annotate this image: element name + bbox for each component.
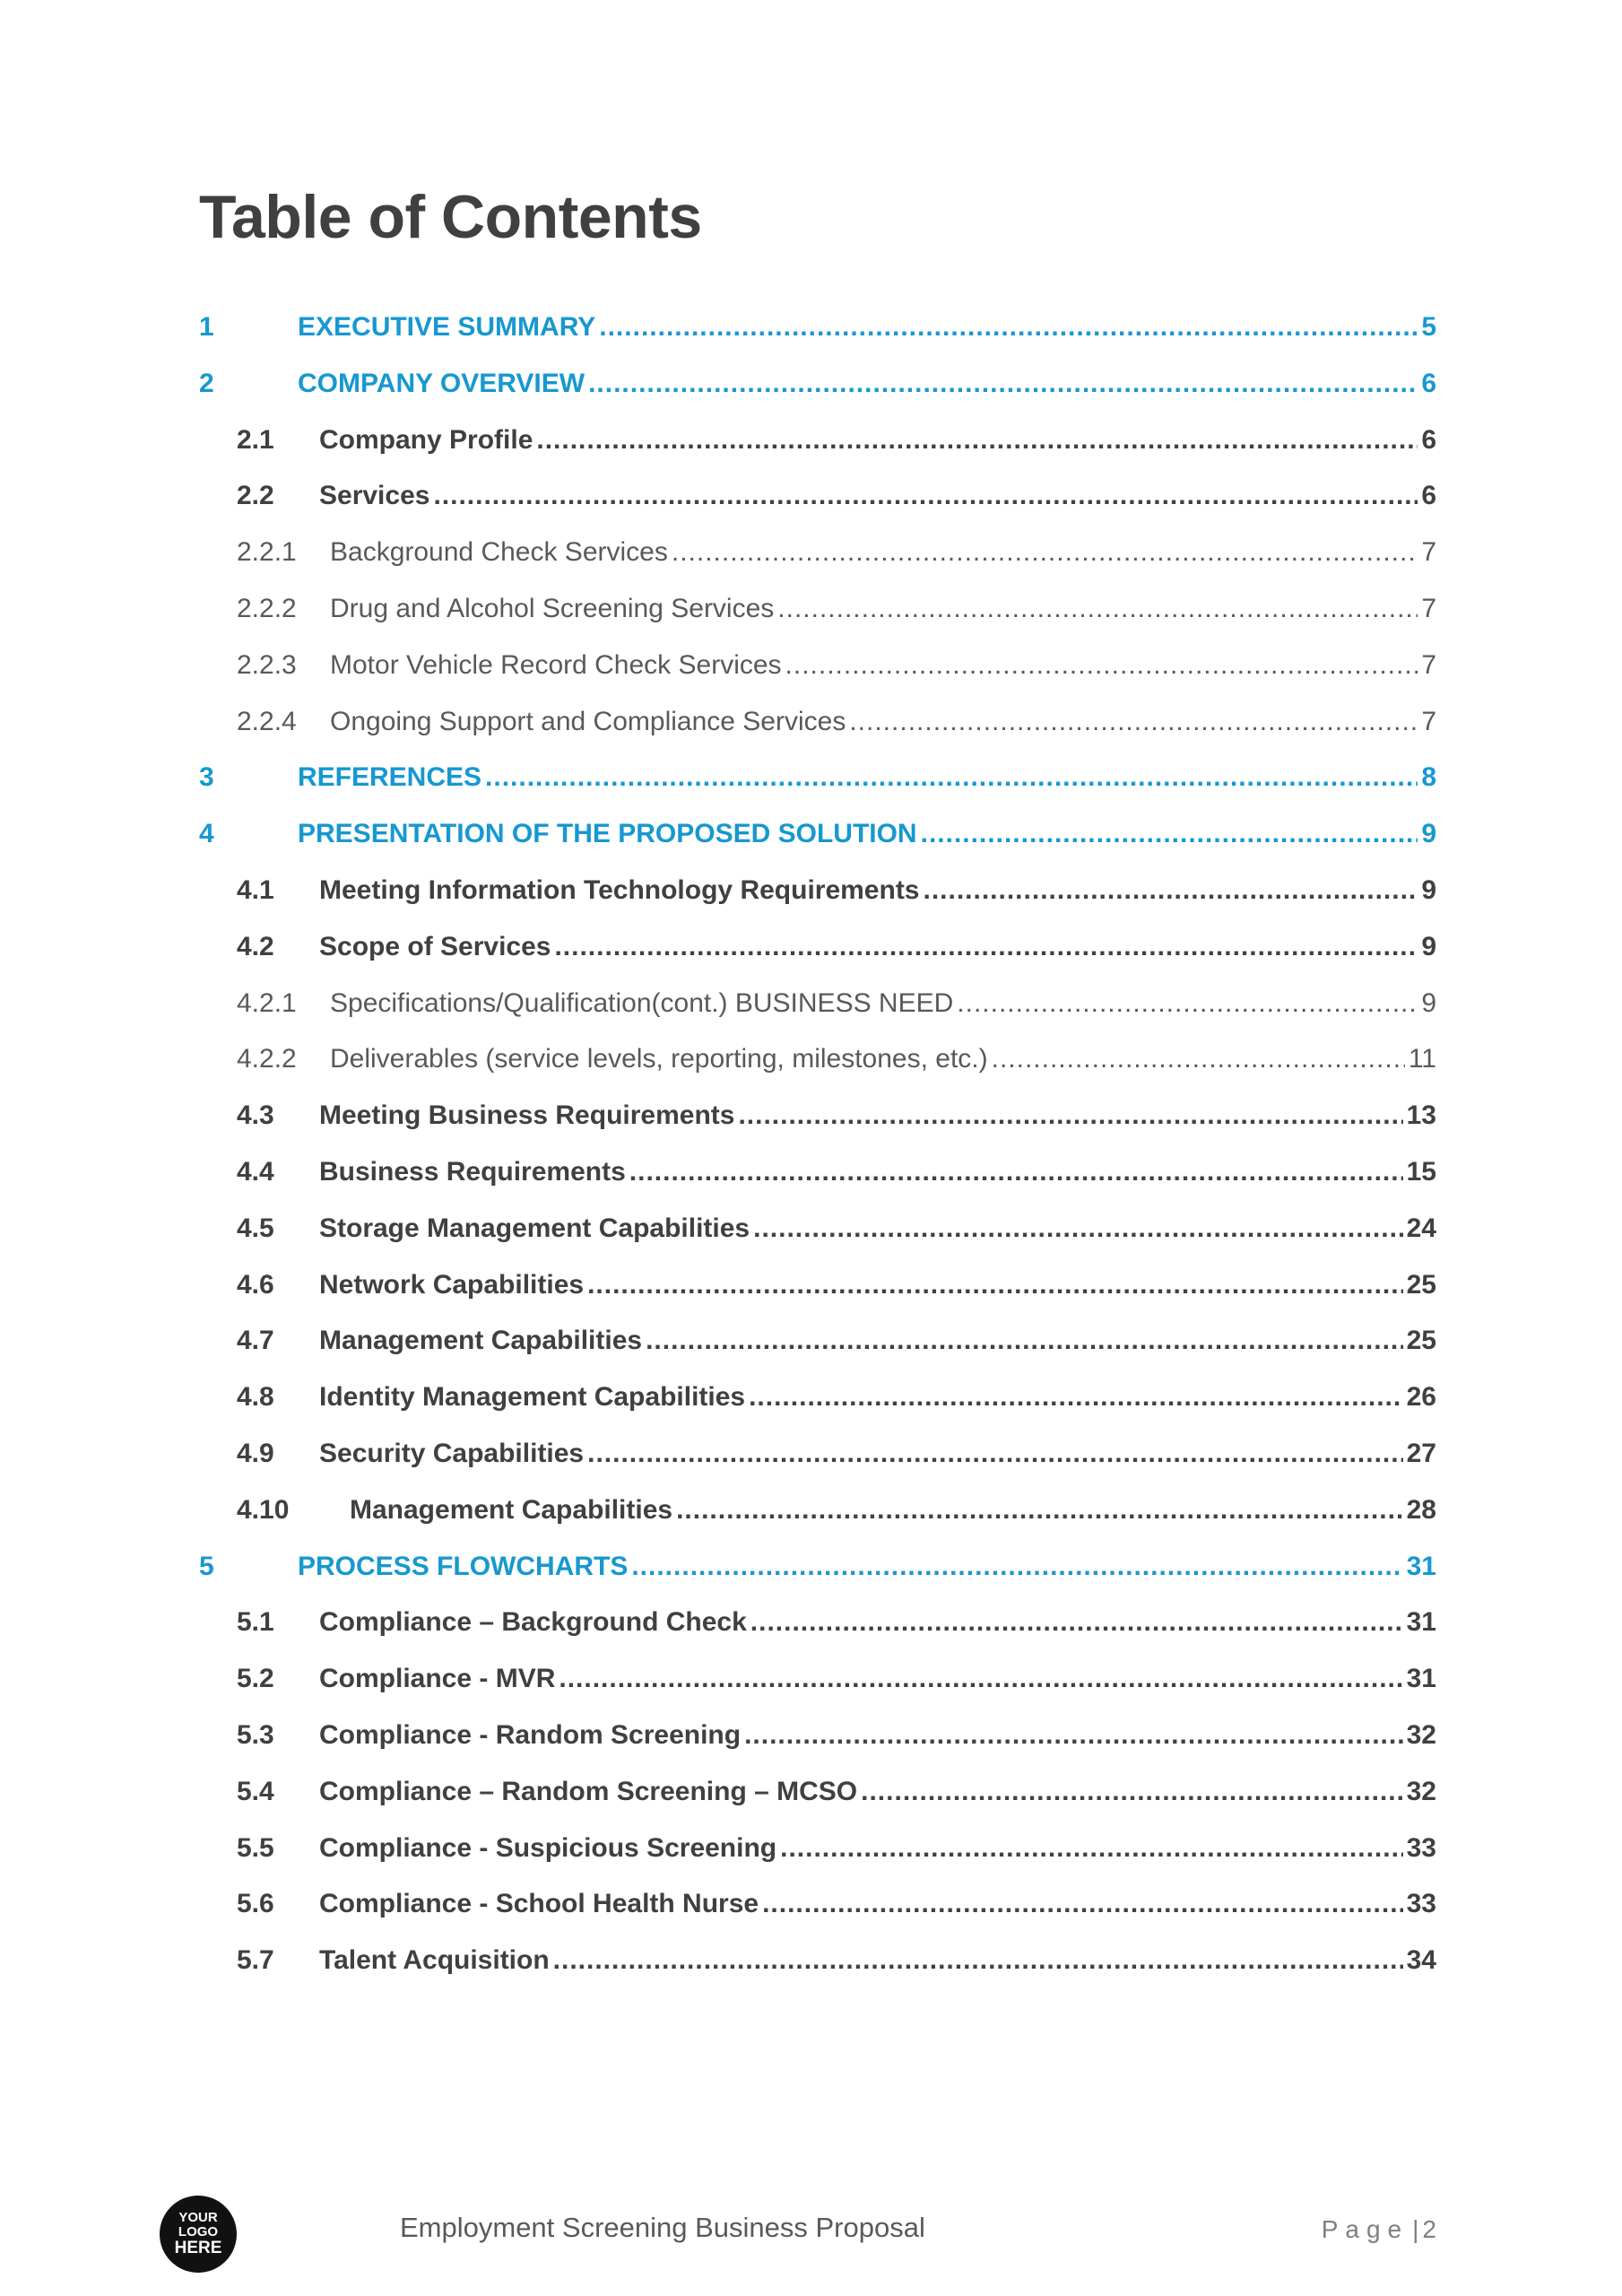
toc-entry-label: Meeting Information Technology Requirements <box>319 874 920 905</box>
toc-entry-4-10[interactable] <box>199 1483 1436 1539</box>
toc-entry-label: Talent Acquisition <box>319 1945 550 1976</box>
toc-entry-number: 5.5 <box>237 1832 274 1863</box>
page-number: 2 <box>1422 2215 1436 2243</box>
toc-entry-page: 24 <box>1406 1213 1436 1243</box>
toc-entry-page: 9 <box>1421 874 1436 905</box>
toc-entry-2-2-3[interactable] <box>199 638 1436 694</box>
toc-entry-number: 4.7 <box>237 1326 274 1356</box>
toc-entry-number: 2.2 <box>237 481 274 511</box>
toc-title: Table of Contents <box>199 183 702 251</box>
dot-leader <box>921 806 1418 863</box>
toc-entry-label: Business Requirements <box>319 1156 626 1187</box>
toc-entry-label: Company Profile <box>319 424 533 455</box>
dot-leader <box>554 919 1418 976</box>
toc-entry-label: EXECUTIVE SUMMARY <box>298 312 596 342</box>
toc-entry-number: 4.9 <box>237 1438 274 1468</box>
toc-entry-page: 31 <box>1406 1664 1436 1694</box>
toc-entry-page: 32 <box>1406 1719 1436 1750</box>
toc-entry-page: 11 <box>1408 1044 1436 1074</box>
toc-entry-number: 2 <box>199 368 214 398</box>
toc-entry-4-8[interactable] <box>199 1370 1436 1426</box>
toc-entry-label: Compliance - MVR <box>319 1664 556 1694</box>
table-of-contents <box>199 300 1436 1989</box>
toc-entry-number: 2.2.1 <box>237 537 297 568</box>
toc-entry-page: 32 <box>1406 1776 1436 1806</box>
toc-entry-4-7[interactable] <box>199 1313 1436 1370</box>
toc-entry-page: 31 <box>1406 1551 1436 1581</box>
toc-entry-number: 5.3 <box>237 1719 274 1750</box>
toc-entry-label: Services <box>319 481 430 511</box>
dot-leader <box>750 1595 1403 1651</box>
dot-leader <box>849 694 1418 751</box>
toc-entry-4-4[interactable] <box>199 1144 1436 1201</box>
toc-entry-page: 5 <box>1421 312 1436 342</box>
dot-leader <box>738 1088 1402 1144</box>
toc-entry-number: 2.1 <box>237 424 274 455</box>
toc-entry-number: 4.1 <box>237 874 274 905</box>
toc-entry-label: Compliance – Background Check <box>319 1607 747 1638</box>
toc-entry-label: Compliance – Random Screening – MCSO <box>319 1776 858 1806</box>
dot-leader <box>749 1370 1403 1426</box>
toc-entry-page: 13 <box>1406 1100 1436 1131</box>
toc-entry-number: 5.6 <box>237 1889 274 1919</box>
toc-entry-number: 5.7 <box>237 1945 274 1976</box>
toc-entry-page: 31 <box>1406 1607 1436 1638</box>
toc-entry-label: Network Capabilities <box>319 1269 585 1300</box>
logo-placeholder <box>160 2196 237 2273</box>
logo-line: YOUR <box>178 2210 218 2225</box>
toc-entry-label: Deliverables (service levels, reporting, milestones, etc.) <box>330 1044 988 1074</box>
toc-entry-number: 2.2.4 <box>237 706 297 736</box>
dot-leader <box>599 300 1418 356</box>
toc-entry-number: 4.4 <box>237 1156 274 1187</box>
toc-entry-number: 3 <box>199 762 214 793</box>
toc-entry-label: Motor Vehicle Record Check Services <box>330 649 782 680</box>
footer-document-name: Employment Screening Business Proposal <box>400 2212 925 2243</box>
dot-leader <box>553 1933 1403 1989</box>
dot-leader <box>485 750 1418 806</box>
toc-entry-label: Ongoing Support and Compliance Services <box>330 706 846 736</box>
dot-leader <box>587 1257 1403 1314</box>
toc-entry-number: 4 <box>199 819 214 849</box>
toc-entry-label: Management Capabilities <box>350 1494 673 1525</box>
toc-entry-page: 7 <box>1421 537 1436 568</box>
toc-entry-page: 33 <box>1406 1832 1436 1863</box>
toc-entry-page: 9 <box>1421 987 1436 1018</box>
toc-entry-page: 6 <box>1421 481 1436 511</box>
toc-entry-5-4[interactable] <box>199 1764 1436 1821</box>
toc-entry-number: 4.2 <box>237 931 274 961</box>
toc-entry-4-2[interactable] <box>199 919 1436 976</box>
toc-entry-page: 27 <box>1406 1438 1436 1468</box>
toc-entry-2-2-2[interactable] <box>199 581 1436 638</box>
dot-leader <box>588 356 1418 413</box>
toc-entry-number: 4.5 <box>237 1213 274 1243</box>
dot-leader <box>631 1539 1402 1596</box>
dot-leader <box>559 1651 1402 1708</box>
dot-leader <box>433 468 1418 525</box>
toc-entry-page: 6 <box>1421 424 1436 455</box>
toc-entry-label: Drug and Alcohol Screening Services <box>330 593 775 623</box>
dot-leader <box>536 413 1418 469</box>
toc-entry-5-2[interactable] <box>199 1651 1436 1708</box>
toc-entry-label: Compliance - Random Screening <box>319 1719 742 1750</box>
toc-entry-page: 6 <box>1421 368 1436 398</box>
toc-entry-4-5[interactable] <box>199 1201 1436 1257</box>
toc-entry-number: 2.2.3 <box>237 649 297 680</box>
logo-line: HERE <box>174 2239 222 2257</box>
toc-entry-page: 28 <box>1406 1494 1436 1525</box>
toc-entry-2[interactable] <box>199 356 1436 413</box>
dot-leader <box>587 1426 1403 1483</box>
toc-entry-number: 4.3 <box>237 1100 274 1131</box>
toc-entry-label: Meeting Business Requirements <box>319 1100 735 1131</box>
toc-entry-5[interactable] <box>199 1539 1436 1596</box>
toc-entry-page: 34 <box>1406 1945 1436 1976</box>
toc-entry-number: 2.2.2 <box>237 593 297 623</box>
logo-line: LOGO <box>178 2224 219 2239</box>
toc-entry-4-6[interactable] <box>199 1257 1436 1314</box>
toc-entry-page: 15 <box>1406 1156 1436 1187</box>
dot-leader <box>992 1031 1405 1088</box>
dot-leader <box>672 525 1418 581</box>
toc-entry-page: 25 <box>1406 1326 1436 1356</box>
toc-entry-5-3[interactable] <box>199 1708 1436 1764</box>
toc-entry-page: 9 <box>1421 931 1436 961</box>
toc-entry-number: 4.2.1 <box>237 987 297 1018</box>
toc-entry-label: REFERENCES <box>298 762 482 793</box>
footer-page-number <box>1322 2212 1436 2248</box>
toc-entry-2-2-1[interactable] <box>199 525 1436 581</box>
toc-entry-label: Management Capabilities <box>319 1326 643 1356</box>
toc-entry-5-6[interactable] <box>199 1876 1436 1933</box>
toc-entry-3[interactable] <box>199 750 1436 806</box>
dot-leader <box>629 1144 1403 1201</box>
toc-entry-label: Compliance - Suspicious Screening <box>319 1832 777 1863</box>
toc-entry-number: 4.8 <box>237 1382 274 1413</box>
toc-entry-page: 7 <box>1421 649 1436 680</box>
toc-entry-page: 33 <box>1406 1889 1436 1919</box>
toc-entry-4-2-1[interactable] <box>199 976 1436 1032</box>
toc-entry-number: 5.4 <box>237 1776 274 1806</box>
dot-leader <box>780 1821 1403 1877</box>
toc-entry-2-2[interactable] <box>199 468 1436 525</box>
dot-leader <box>744 1708 1403 1764</box>
toc-entry-5-5[interactable] <box>199 1821 1436 1877</box>
toc-entry-4[interactable] <box>199 806 1436 863</box>
toc-entry-4-1[interactable] <box>199 863 1436 919</box>
toc-entry-number: 4.2.2 <box>237 1044 297 1074</box>
dot-leader <box>676 1483 1403 1539</box>
toc-entry-page: 26 <box>1406 1382 1436 1413</box>
toc-entry-4-9[interactable] <box>199 1426 1436 1483</box>
dot-leader <box>957 976 1418 1032</box>
toc-entry-number: 5.1 <box>237 1607 274 1638</box>
toc-entry-label: Security Capabilities <box>319 1438 585 1468</box>
dot-leader <box>924 863 1418 919</box>
toc-entry-2-2-4[interactable] <box>199 694 1436 751</box>
toc-entry-number: 1 <box>199 312 214 342</box>
toc-entry-label: Identity Management Capabilities <box>319 1382 746 1413</box>
toc-entry-2-1[interactable] <box>199 413 1436 469</box>
toc-entry-4-3[interactable] <box>199 1088 1436 1144</box>
toc-entry-5-1[interactable] <box>199 1595 1436 1651</box>
toc-entry-page: 7 <box>1421 706 1436 736</box>
toc-entry-label: Storage Management Capabilities <box>319 1213 750 1243</box>
toc-entry-5-7[interactable] <box>199 1933 1436 1989</box>
toc-entry-1[interactable] <box>199 300 1436 356</box>
toc-entry-number: 5.2 <box>237 1664 274 1694</box>
toc-entry-label: Specifications/Qualification(cont.) BUSINESS NEED <box>330 987 954 1018</box>
dot-leader <box>777 581 1418 638</box>
toc-entry-number: 4.6 <box>237 1269 274 1300</box>
toc-entry-4-2-2[interactable] <box>199 1031 1436 1088</box>
toc-entry-label: PRESENTATION OF THE PROPOSED SOLUTION <box>298 819 917 849</box>
dot-leader <box>753 1201 1403 1257</box>
toc-entry-label: COMPANY OVERVIEW <box>298 368 585 398</box>
page-separator: | <box>1412 2215 1419 2243</box>
dot-leader <box>861 1764 1402 1821</box>
toc-entry-label: PROCESS FLOWCHARTS <box>298 1551 629 1581</box>
toc-entry-label: Compliance - School Health Nurse <box>319 1889 759 1919</box>
toc-entry-page: 25 <box>1406 1269 1436 1300</box>
toc-entry-label: Background Check Services <box>330 537 668 568</box>
toc-entry-page: 9 <box>1421 819 1436 849</box>
toc-entry-number: 5 <box>199 1551 214 1581</box>
page-word: Page <box>1321 2215 1409 2243</box>
toc-entry-page: 7 <box>1421 593 1436 623</box>
dot-leader <box>646 1313 1403 1370</box>
toc-entry-number: 4.10 <box>237 1494 290 1525</box>
dot-leader <box>785 638 1418 694</box>
toc-entry-page: 8 <box>1421 762 1436 793</box>
dot-leader <box>762 1876 1403 1933</box>
toc-entry-label: Scope of Services <box>319 931 551 961</box>
